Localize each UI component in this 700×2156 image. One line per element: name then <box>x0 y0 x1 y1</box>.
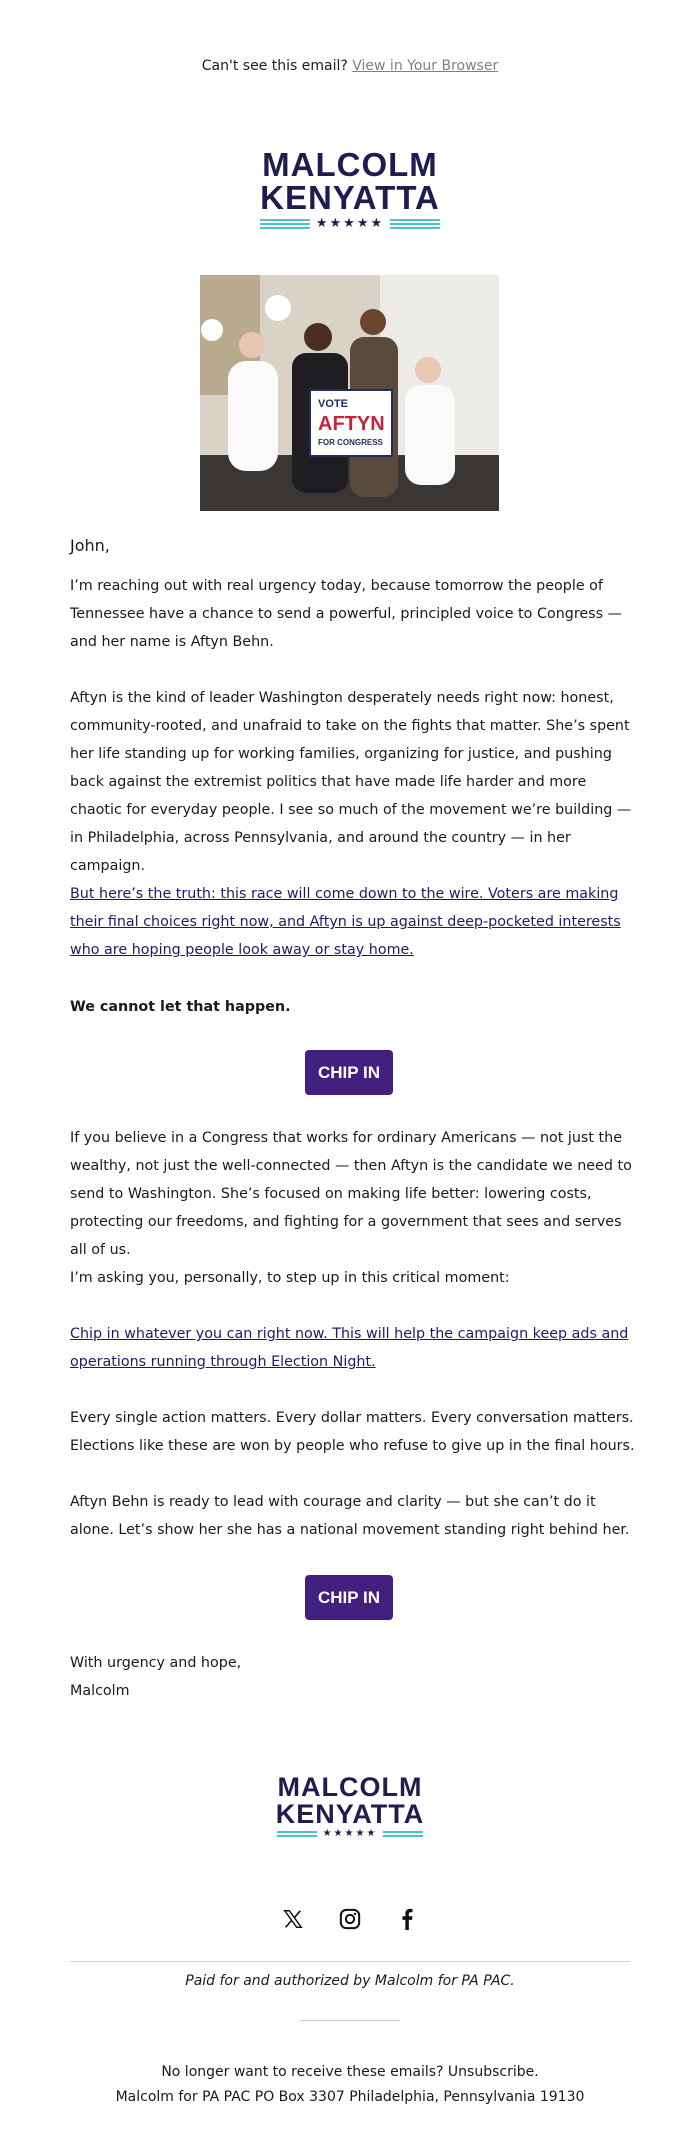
footer-logo-line2: KENYATTA <box>275 1799 425 1829</box>
instagram-icon[interactable] <box>338 1905 362 1933</box>
cant-see-text: Can't see this email? <box>201 58 348 74</box>
view-in-browser-link[interactable]: View in Your Browser <box>352 58 499 74</box>
paid-for-disclaimer: Paid for and authorized by Malcolm for PA PAC. <box>185 1973 515 1989</box>
facebook-icon[interactable] <box>395 1905 419 1933</box>
social-links <box>0 1905 700 1933</box>
logo-stars: ★★★★★ <box>315 216 385 231</box>
chip-in-button[interactable]: CHIP IN <box>305 1050 393 1095</box>
paragraph-intro: I’m reaching out with real urgency today, because tomorrow the people of Tennessee have a chance to send a powerful, principled voice to Congress — and her name is Aftyn Behn. <box>70 578 622 650</box>
x-icon[interactable] <box>281 1905 305 1933</box>
mailing-address: Malcolm for PA PAC PO Box 3307 Philadelphia, Pennsylvania 19130 <box>115 2089 585 2105</box>
greeting: John, <box>70 536 110 555</box>
footer-logo-stars: ★★★★★ <box>322 1828 378 1839</box>
short-divider <box>300 2020 400 2021</box>
chip-in-button-2[interactable]: CHIP IN <box>305 1575 393 1620</box>
logo-line2: KENYATTA <box>260 179 440 216</box>
paragraph-link-truth <box>70 880 635 964</box>
cannot-let-happen: We cannot let that happen. <box>70 999 291 1015</box>
sign-vote: VOTE <box>318 398 348 410</box>
paragraph-about-aftyn: Aftyn is the kind of leader Washington desperately needs right now: honest, community-rooted, and unafraid to take on the fights that matter. She’s spent her life standing up for working families, organizing for justice, and pushing back against the extremist politics that have made life harder and more chaotic for everyday people. I see so much of the movement we’re building — in Philadelphia, across Pennsylvania, and around the country — in her campaign. <box>70 690 632 874</box>
paragraph-congress: If you believe in a Congress that works for ordinary Americans — not just the wealthy, not just the well-connected — then Aftyn is the candidate we need to send to Washington. She’s focused on making life better: lowering costs, protecting our freedoms, and fighting for a government that sees and serves all of us. <box>70 1130 632 1258</box>
header-logo <box>0 148 700 231</box>
paragraph-link-chip <box>70 1320 635 1376</box>
footer-logo <box>0 1774 700 1839</box>
footer-logo-line1: MALCOLM <box>277 1772 423 1802</box>
unsubscribe-text[interactable]: No longer want to receive these emails? Unsubscribe. <box>161 2064 539 2080</box>
footer-divider <box>70 1961 630 1962</box>
paragraph-asking: I’m asking you, personally, to step up in this critical moment: <box>70 1270 510 1286</box>
logo-line1: MALCOLM <box>262 146 438 183</box>
paragraph-every-action: Every single action matters. Every dollar matters. Every conversation matters. Elections like these are won by people who refuse to give up in the final hours. <box>70 1410 635 1454</box>
truth-link[interactable]: But here’s the truth: this race will come down to the wire. Voters are making their final choices right now, and Aftyn is up against deep-pocketed interests who are hoping people look away or stay home. <box>70 886 621 958</box>
view-in-browser-bar <box>0 58 700 74</box>
paragraph-ready-to-lead: Aftyn Behn is ready to lead with courage and clarity — but she can’t do it alone. Let’s show her she has a national movement standing right behind her. <box>70 1494 630 1538</box>
signoff: With urgency and hope, <box>70 1655 242 1671</box>
campaign-photo <box>200 275 499 511</box>
chip-in-link[interactable]: Chip in whatever you can right now. This will help the campaign keep ads and operations running through Election Night. <box>70 1326 629 1370</box>
sign-name: AFTYN <box>318 413 385 435</box>
signature: Malcolm <box>70 1683 130 1699</box>
sign-sub: FOR CONGRESS <box>318 438 383 447</box>
